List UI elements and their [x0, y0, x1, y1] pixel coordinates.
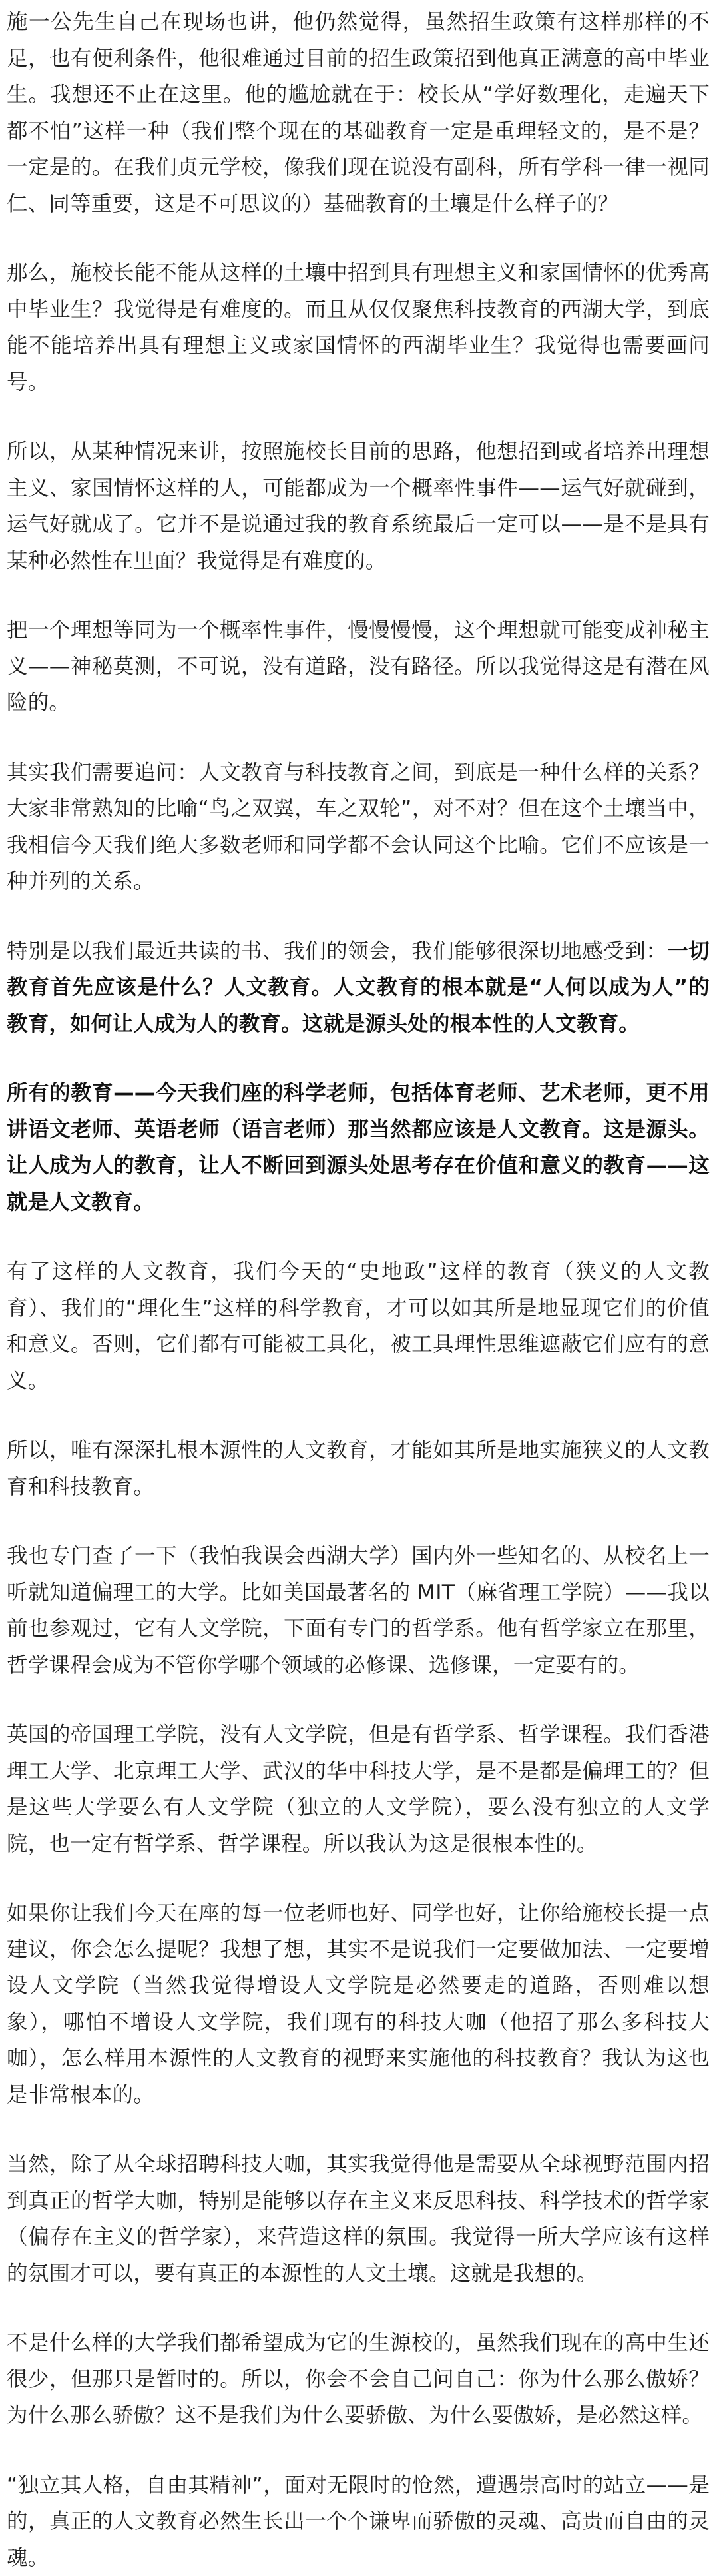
paragraph — [7, 755, 710, 900]
body-text: 英国的帝国理工学院，没有人文学院，但是有哲学系、哲学课程。我们香港理工大学、北京理工大学、武汉的华中科技大学，是不是都是偏理工的？但是这些大学要么有人文学院（独立的人文学院），要么没有独立的人文学院，也一定有哲学系、哲学课程。所以我认为这是很根本性的。 — [7, 1723, 710, 1856]
body-text: 所以，从某种情况来讲，按照施校长目前的思路，他想招到或者培养出理想主义、家国情怀这样的人，可能都成为一个概率性事件——运气好就碰到，运气好就成了。它并不是说通过我的教育系统最后一定可以——是不是具有某种必然性在里面？我觉得是有难度的。 — [7, 440, 710, 573]
paragraph — [7, 2146, 710, 2292]
body-text: 当然，除了从全球招聘科技大咖，其实我觉得他是需要从全球视野范围内招到真正的哲学大咖，特别是能够以存在主义来反思科技、科学技术的哲学家（偏存在主义的哲学家），来营造这样的氛围。我觉得一所大学应该有这样的氛围才可以，要有真正的本源性的人文土壤。这就是我想的。 — [7, 2152, 710, 2286]
body-text: 如果你让我们今天在座的每一位老师也好、同学也好，让你给施校长提一点建议，你会怎么提呢？我想了想，其实不是说我们一定要做加法、一定要增设人文学院（当然我觉得增设人文学院是必然要走的道路，否则难以想象），哪怕不增设人文学院，我们现有的科技大咖（他招了那么多科技大咖），怎么样用本源性的人文教育的视野来实施他的科技教育？我认为这也是非常根本的。 — [7, 1901, 710, 2107]
paragraph — [7, 1717, 710, 1862]
body-text: 我也专门查了一下（我怕我误会西湖大学）国内外一些知名的、从校名上一听就知道偏理工的大学。比如美国最著名的 MIT（麻省理工学院）——我以前也参观过，它有人文学院，下面有专门的哲学系。他有哲学家立在那里，哲学课程会成为不管你学哪个领域的必修课、选修课，一定要有的。 — [7, 1544, 710, 1677]
body-text: 其实我们需要追问：人文教育与科技教育之间，到底是一种什么样的关系？大家非常熟知的比喻“鸟之双翼，车之双轮”，对不对？但在这个土壤当中，我相信今天我们绝大多数老师和同学都不会认同这个比喻。它们不应该是一种并列的关系。 — [7, 761, 710, 894]
body-text: 把一个理想等同为一个概率性事件，慢慢慢慢，这个理想就可能变成神秘主义——神秘莫测，不可说，没有道路，没有路径。所以我觉得这是有潜在风险的。 — [7, 618, 710, 715]
paragraph — [7, 612, 710, 721]
paragraph — [7, 1254, 710, 1399]
paragraph — [7, 1432, 710, 1505]
body-text: 施一公先生自己在现场也讲，他仍然觉得，虽然招生政策有这样那样的不足，也有便利条件，他很难通过目前的招生政策招到他真正满意的高中毕业生。我想还不止在这里。他的尴尬就在于：校长从“学好数理化，走遍天下都不怕”这样一种（我们整个现在的基础教育一定是重理轻文的，是不是？一定是的。在我们贞元学校，像我们现在说没有副科，所有学科一律一视同仁、同等重要，这是不可思议的）基础教育的土壤是什么样子的？ — [7, 10, 710, 216]
paragraph — [7, 933, 710, 1043]
paragraph — [7, 2325, 710, 2434]
body-text: 所以，唯有深深扎根本源性的人文教育，才能如其所是地实施狭义的人文教育和科技教育。 — [7, 1438, 710, 1499]
paragraph — [7, 1895, 710, 2113]
body-text: “独立其人格，自由其精神”，面对无限时的怆然，遭遇崇高时的站立——是的，真正的人文教育必然生长出一个个谦卑而骄傲的灵魂、高贵而自由的灵魂。 — [7, 2473, 710, 2570]
body-text: 有了这样的人文教育，我们今天的“史地政”这样的教育（狭义的人文教育）、我们的“理化生”这样的科学教育，才可以如其所是地显现它们的价值和意义。否则，它们都有可能被工具化，被工具理性思维遮蔽它们应有的意义。 — [7, 1260, 710, 1393]
paragraph — [7, 1075, 710, 1220]
body-text: 不是什么样的大学我们都希望成为它的生源校的，虽然我们现在的高中生还很少，但那只是暂时的。所以，你会不会自己问自己：你为什么那么傲娇？为什么那么骄傲？这不是我们为什么要骄傲、为什么要傲娇，是必然这样。 — [7, 2331, 710, 2427]
paragraph — [7, 434, 710, 579]
body-text: 那么，施校长能不能从这样的土壤中招到具有理想主义和家国情怀的优秀高中毕业生？我觉得是有难度的。而且从仅仅聚焦科技教育的西湖大学，到底能不能培养出具有理想主义或家国情怀的西湖毕业生？我觉得也需要画问号。 — [7, 261, 710, 394]
bold-text: 所有的教育——今天我们座的科学老师，包括体育老师、艺术老师，更不用讲语文老师、英语老师（语言老师）那当然都应该是人文教育。这是源头。让人成为人的教育，让人不断回到源头处思考存在价值和意义的教育——这就是人文教育。 — [7, 1081, 710, 1214]
body-text: 特别是以我们最近共读的书、我们的领会，我们能够很深切地感受到： — [7, 939, 667, 963]
paragraph — [7, 2467, 710, 2576]
paragraph — [7, 1538, 710, 1683]
paragraph — [7, 255, 710, 400]
bold-text: 一切教育首先应该是什么？人文教育。人文教育的根本就是“人何以成为人”的教育，如何让人成为人的教育。这就是源头处的根本性的人文教育。 — [7, 939, 710, 1036]
paragraph — [7, 4, 710, 222]
